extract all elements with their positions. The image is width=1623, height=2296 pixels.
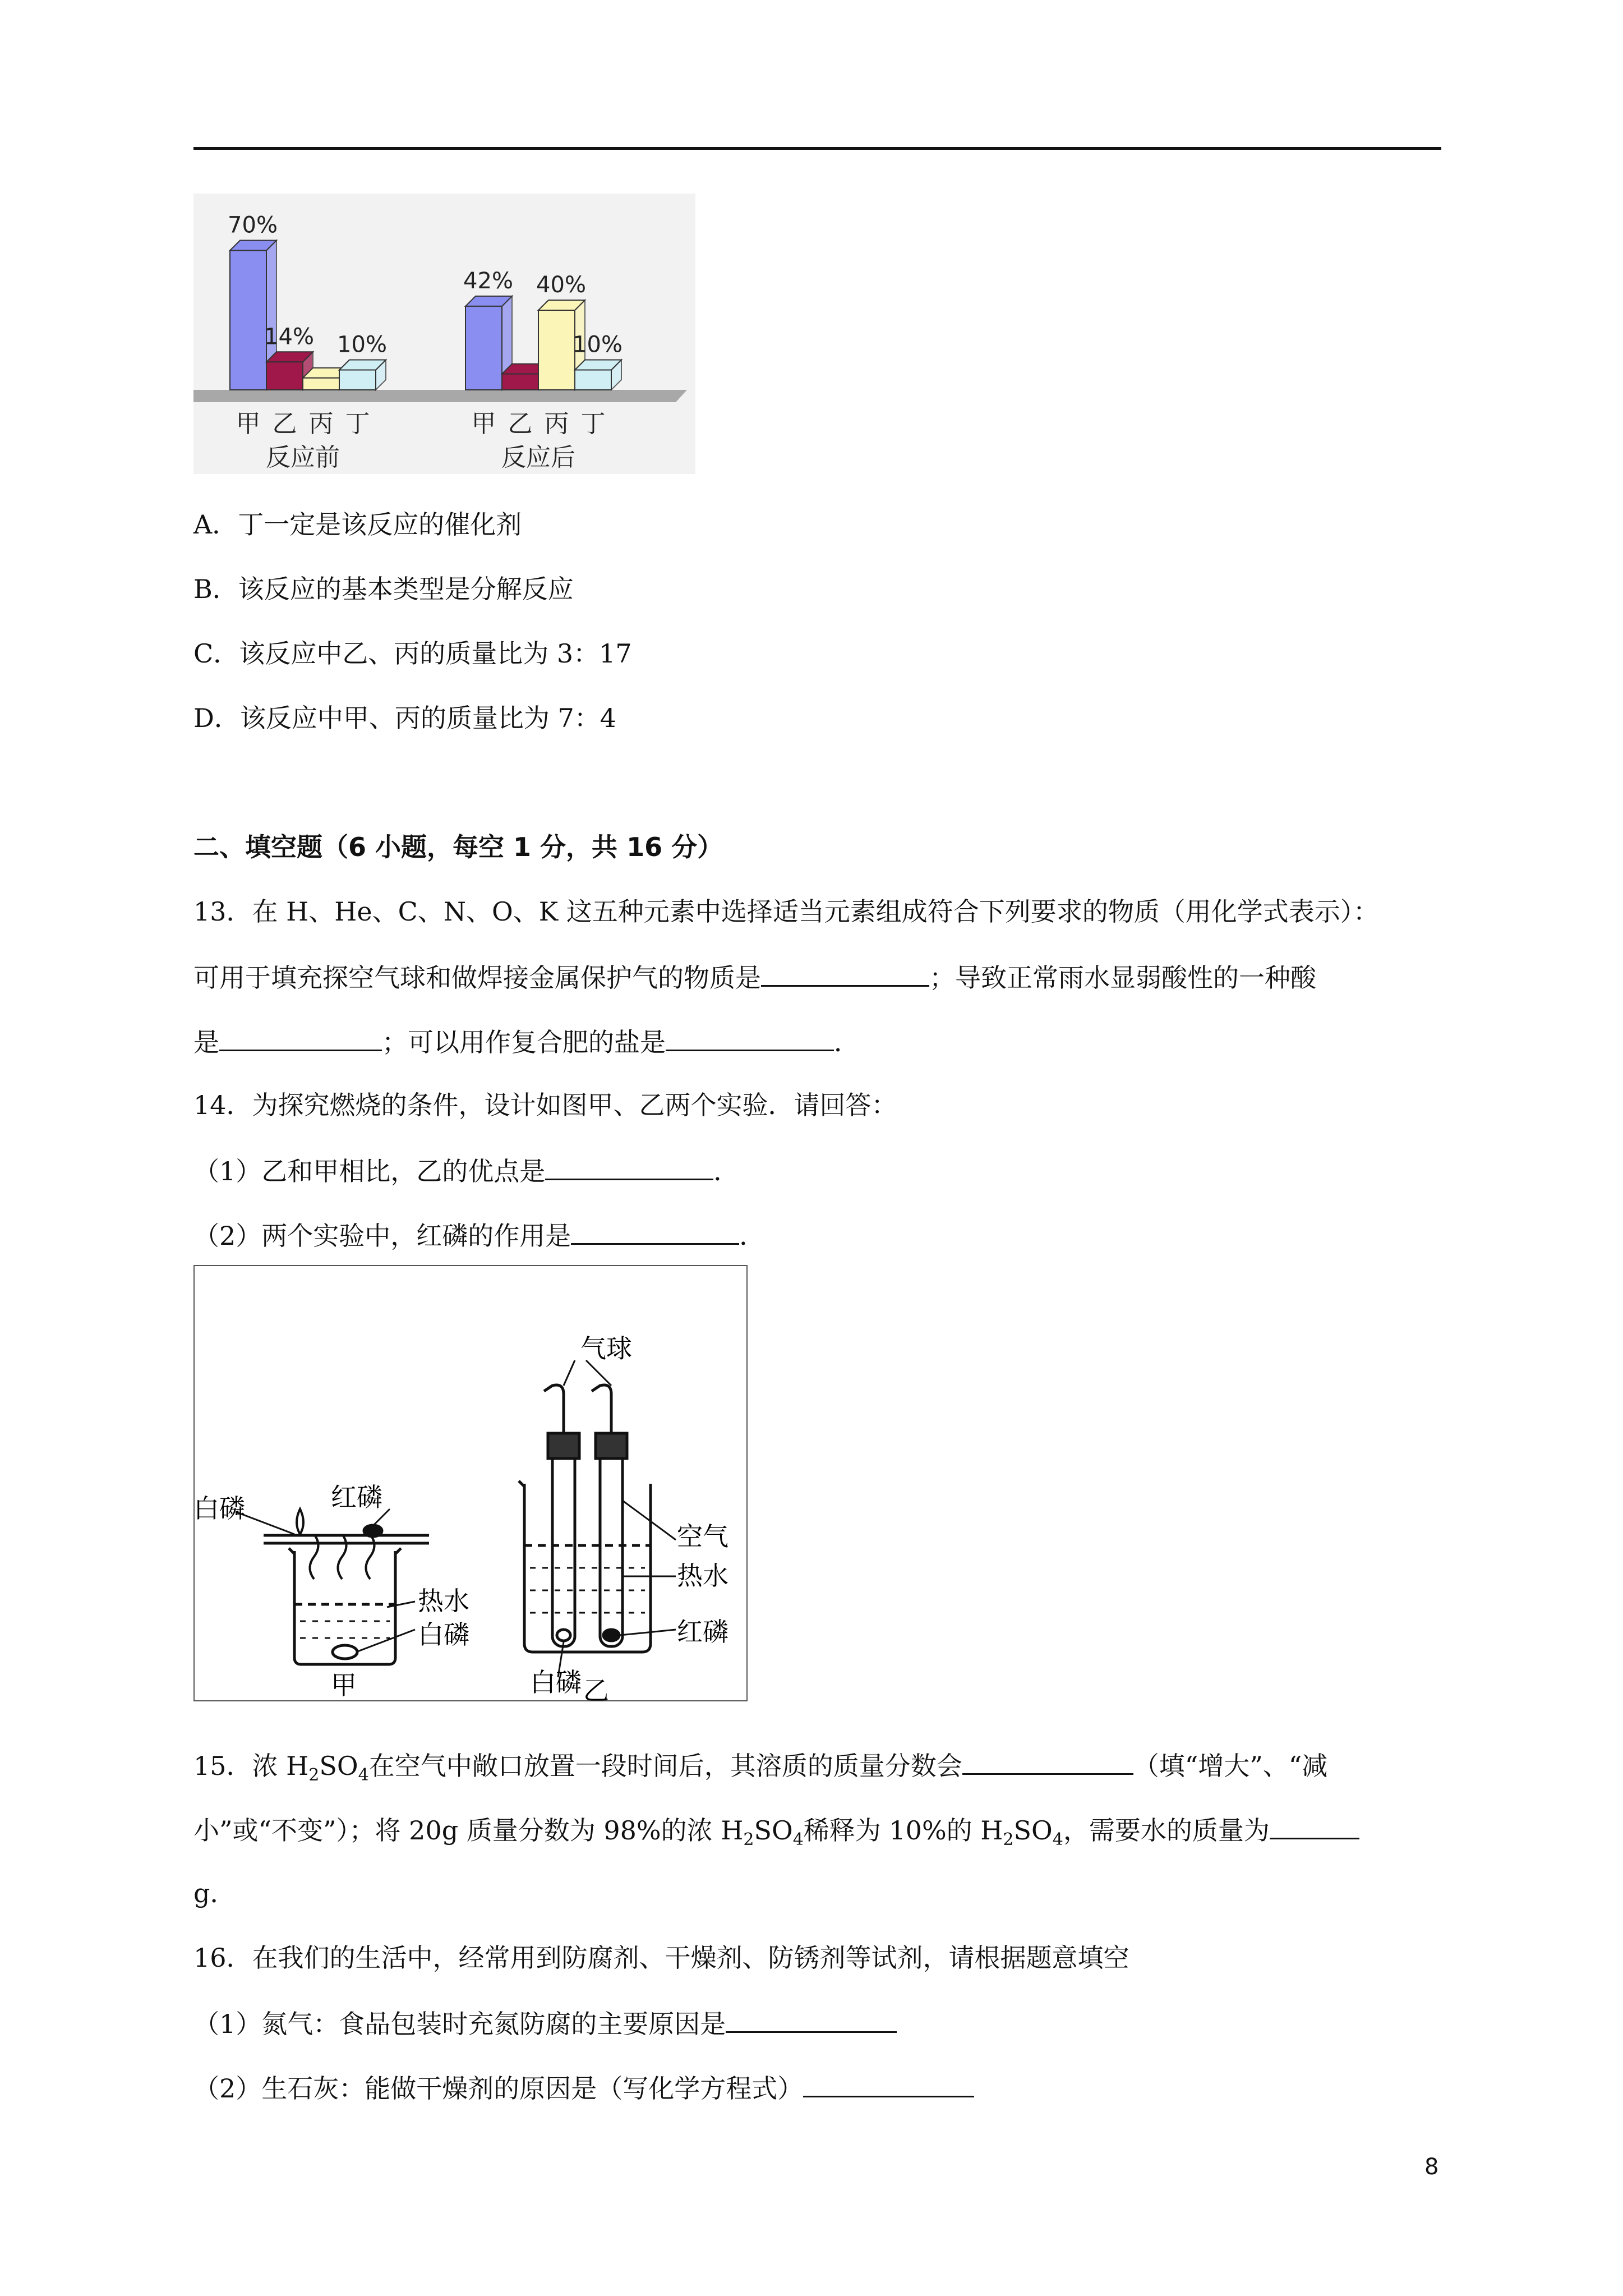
label-red-phosphorus-yi: 红磷 (677, 1617, 728, 1647)
combustion-apparatus-figure (193, 1265, 749, 1703)
red-phosphorus-yi (603, 1630, 619, 1641)
answer-blank[interactable] (219, 1024, 382, 1051)
category-label: 乙 (272, 409, 297, 438)
q16-line3 (193, 2070, 974, 2105)
q15-text: （填“增大”、“减 (1133, 1751, 1328, 1781)
chart-floor (193, 390, 687, 402)
period: ． (713, 1156, 740, 1186)
q15-text: 15．浓 H (193, 1751, 309, 1781)
stopper-left (548, 1433, 579, 1458)
q15-text: ，需要水的质量为 (1063, 1815, 1270, 1846)
category-label: 丙 (308, 409, 334, 438)
bar-丙 (538, 310, 575, 390)
bar-丙 (303, 378, 339, 390)
header-rule (193, 147, 1441, 150)
subscript: 4 (792, 1830, 804, 1850)
subscript: 2 (743, 1830, 754, 1850)
category-label: 丁 (580, 409, 606, 438)
q16-line2 (193, 2005, 897, 2041)
figure-border (194, 1266, 747, 1701)
stopper-right (596, 1433, 627, 1458)
bar-chart (193, 194, 695, 474)
q14-line2 (193, 1153, 739, 1188)
category-label: 甲 (471, 409, 496, 438)
answer-blank[interactable] (761, 959, 929, 987)
data-label: 40% (536, 272, 586, 298)
answer-blank[interactable] (1270, 1812, 1359, 1839)
option-b: B．该反应的基本类型是分解反应 (193, 574, 574, 604)
label-balloon: 气球 (580, 1333, 632, 1364)
q15-text: SO (1013, 1815, 1053, 1846)
label-air: 空气 (677, 1521, 728, 1552)
q14-line1: 14．为探究燃烧的条件，设计如图甲、乙两个实验．请回答： (193, 1090, 897, 1120)
group-label: 反应前 (266, 443, 340, 472)
category-label: 甲 (236, 409, 261, 438)
period: ． (739, 1221, 766, 1251)
q13-text-b: ；导致正常雨水显弱酸性的一种酸 (929, 963, 1316, 993)
answer-blank[interactable] (962, 1747, 1133, 1775)
q13-text-d: ；可以用作复合肥的盐是 (382, 1027, 666, 1057)
q15-text: 稀释为 10%的 H (803, 1815, 1003, 1846)
bar-甲 (230, 251, 266, 390)
q15-line1 (193, 1747, 1327, 1792)
bar-乙 (266, 362, 303, 390)
data-label: 10% (573, 332, 623, 358)
option-d: D．该反应中甲、丙的质量比为 7：4 (193, 703, 617, 733)
q14-q2: （2）两个实验中，红磷的作用是 (193, 1221, 571, 1251)
answer-blank[interactable] (803, 2070, 974, 2097)
subscript: 4 (358, 1765, 369, 1786)
label-hot-water-yi: 热水 (677, 1561, 728, 1591)
label-hot-water-jia: 热水 (418, 1586, 469, 1616)
label-jia: 甲 (331, 1670, 357, 1700)
answer-blank[interactable] (726, 2005, 897, 2033)
data-label: 14% (264, 324, 314, 350)
q15-line2 (193, 1812, 1359, 1857)
q15-text: SO (754, 1815, 793, 1846)
answer-blank[interactable] (571, 1217, 739, 1245)
data-label: 70% (228, 212, 278, 238)
q13-line3 (193, 1024, 860, 1059)
q13-text-e: ． (834, 1027, 860, 1057)
label-white-phosphorus-yi: 白磷 (530, 1667, 582, 1697)
q13-text-c: 是 (193, 1027, 219, 1057)
data-label: 42% (463, 268, 513, 294)
q13-line2 (193, 959, 1316, 995)
bar-chart-figure (193, 194, 695, 474)
q16-q2: （2）生石灰：能做干燥剂的原因是（写化学方程式） (193, 2073, 804, 2104)
q13-line1: 13．在 H、He、C、N、O、K 这五种元素中选择适当元素组成符合下列要求的物质（用化学式表示）： (193, 896, 1379, 927)
bar-丁 (575, 370, 611, 390)
answer-blank[interactable] (545, 1153, 713, 1180)
q16-q1: （1）氮气：食品包装时充氮防腐的主要原因是 (193, 2009, 726, 2039)
subscript: 2 (1003, 1830, 1014, 1850)
bar-乙 (502, 374, 538, 390)
subscript: 4 (1052, 1830, 1063, 1850)
q15-line3: g． (193, 1878, 236, 1908)
red-phosphorus-lump (364, 1525, 382, 1536)
label-white-phosphorus-top: 白磷 (193, 1493, 245, 1524)
q13-text-a: 可用于填充探空气球和做焊接金属保护气的物质是 (193, 963, 761, 993)
q14-q1: （1）乙和甲相比，乙的优点是 (193, 1156, 546, 1186)
label-white-phosphorus-jia: 白磷 (418, 1619, 469, 1650)
option-c: C．该反应中乙、丙的质量比为 3：17 (193, 638, 632, 669)
q15-text: 在空气中敞口放置一段时间后，其溶质的质量分数会 (368, 1751, 962, 1781)
q15-text: SO (319, 1751, 358, 1781)
option-a: A．丁一定是该反应的催化剂 (193, 509, 522, 540)
answer-blank[interactable] (666, 1024, 834, 1051)
category-label: 丁 (345, 409, 370, 438)
apparatus-diagram (193, 1265, 749, 1703)
category-label: 乙 (508, 409, 533, 438)
q14-line3 (193, 1217, 765, 1253)
section-title: 二、填空题（6 小题，每空 1 分，共 16 分） (193, 832, 723, 862)
q15-text: 小”或“不变”）；将 20g 质量分数为 98%的浓 H (193, 1815, 744, 1846)
label-yi: 乙 (583, 1676, 609, 1703)
q16-line1: 16．在我们的生活中，经常用到防腐剂、干燥剂、防锈剂等试剂，请根据题意填空 (193, 1943, 1129, 1973)
category-label: 丙 (544, 409, 569, 438)
label-red-phosphorus-jia: 红磷 (331, 1482, 382, 1512)
bar-丁 (339, 370, 376, 390)
subscript: 2 (308, 1765, 320, 1786)
data-label: 10% (337, 332, 387, 358)
page-number: 8 (1424, 2154, 1439, 2180)
group-label: 反应后 (501, 443, 575, 472)
bar-甲 (465, 306, 502, 390)
